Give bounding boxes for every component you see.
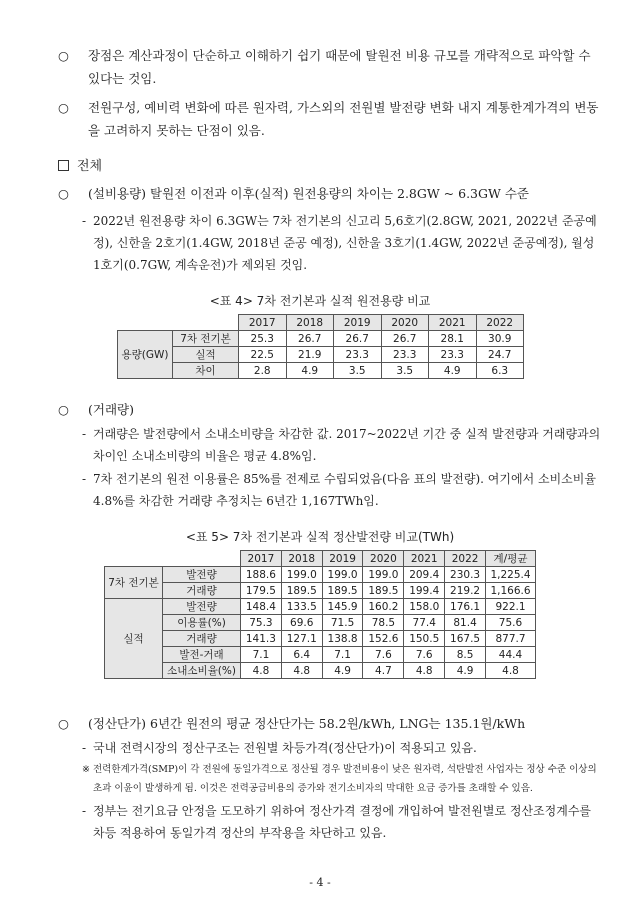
- price-detail-1: [82, 737, 602, 759]
- table-cell: 6.4: [281, 647, 322, 663]
- table-cell: 189.5: [322, 583, 363, 599]
- table-cell: 141.3: [241, 631, 282, 647]
- table-cell: 158.0: [404, 599, 445, 615]
- page-number: - 4 -: [309, 876, 331, 889]
- table-cell: 4.9: [429, 363, 477, 379]
- table-row: [118, 347, 524, 363]
- table-cell: 4.9: [286, 363, 334, 379]
- price-detail-1-text: 국내 전력시장의 정산구조는 전원별 차등가격(정산단가)이 적용되고 있음.: [93, 741, 477, 755]
- table-row: [105, 647, 536, 663]
- table-cell: 78.5: [363, 615, 404, 631]
- table-cell: 189.5: [363, 583, 404, 599]
- circle-bullet-icon: ○: [58, 48, 69, 63]
- table-row: [118, 331, 524, 347]
- table5-row-label: 이용률(%): [163, 615, 241, 631]
- price-detail-2: [82, 800, 602, 844]
- table-cell: 7.1: [241, 647, 282, 663]
- table-cell: 922.1: [486, 599, 536, 615]
- table-cell: 176.1: [445, 599, 486, 615]
- table-cell: 4.7: [363, 663, 404, 679]
- table5-row-label: 발전량: [163, 567, 241, 583]
- table-cell: 2.8: [239, 363, 287, 379]
- capacity-detail-text: 2022년 원전용량 차이 6.3GW는 7차 전기본의 신고리 5,6호기(2.8GW, 2021, 2022년 준공예정), 신한울 2호기(1.4GW, 2018년 준공 예정), 신한울 3호기(1.4GW, 2022년 준공예정), 월성 1호기(0.7GW, 계속운전)가 제외된 것임.: [93, 214, 597, 272]
- intro-disadvantage-text: 전원구성, 예비력 변화에 따른 원자력, 가스외의 전원별 발전량 변화 내지 계통한계가격의 변동을 고려하지 못하는 단점이 있음.: [88, 100, 599, 138]
- table-cell: 199.4: [404, 583, 445, 599]
- table-cell: 3.5: [381, 363, 429, 379]
- table-cell: 219.2: [445, 583, 486, 599]
- table4-caption: <표 4> 7차 전기본과 실적 원전용량 비교: [209, 294, 431, 308]
- table5-group2-label: 실적: [105, 599, 163, 679]
- table4-row-label: 차이: [173, 363, 239, 379]
- table4-row-label: 7차 전기본: [173, 331, 239, 347]
- table-cell: 138.8: [322, 631, 363, 647]
- table5-caption: <표 5> 7차 전기본과 실적 정산발전량 비교(TWh): [185, 530, 455, 544]
- table-cell: 199.0: [363, 567, 404, 583]
- table5-header: 2018: [281, 551, 322, 567]
- table-row: [105, 631, 536, 647]
- table-cell: 81.4: [445, 615, 486, 631]
- table-cell: 7.6: [404, 647, 445, 663]
- trade-heading: (거래량): [88, 402, 134, 417]
- table-cell: 7.6: [363, 647, 404, 663]
- table4-header-row: [118, 315, 524, 331]
- trade-detail-1: [82, 423, 602, 467]
- table-row: [105, 583, 536, 599]
- dash-bullet: -: [82, 804, 87, 818]
- table-cell: 3.5: [334, 363, 382, 379]
- table-cell: 75.3: [241, 615, 282, 631]
- table-row: [105, 567, 536, 583]
- trade-detail-2-text: 7차 전기본의 원전 이용률은 85%를 전제로 수립되었음(다음 표의 발전량). 여기에서 소비소비율 4.8%를 차감한 거래량 추정치는 6년간 1,167TWh임.: [93, 472, 596, 508]
- circle-bullet-icon: ○: [58, 186, 69, 201]
- table-cell: 877.7: [486, 631, 536, 647]
- price-note: [82, 760, 602, 798]
- dash-bullet: -: [82, 214, 87, 228]
- table-cell: 145.9: [322, 599, 363, 615]
- intro-item-disadvantage: [58, 96, 603, 142]
- table-cell: 23.3: [334, 347, 382, 363]
- price-note-text: 전력한계가격(SMP)이 각 전원에 동일가격으로 정산될 경우 발전비용이 낮은 원자력, 석탄발전 사업자는 정상 수준 이상의 초과 이윤이 발생하게 됨. 이것은 전력공급비용의 증가와 전기소비자의 막대한 요금 증가를 초래할 수 있음.: [93, 764, 597, 794]
- table4-year: 2020: [381, 315, 429, 331]
- table-cell: 1,166.6: [486, 583, 536, 599]
- table-cell: 26.7: [334, 331, 382, 347]
- table-cell: 25.3: [239, 331, 287, 347]
- table-cell: 77.4: [404, 615, 445, 631]
- table4-year: 2017: [239, 315, 287, 331]
- table5-row-label: 발전-거래: [163, 647, 241, 663]
- dash-bullet: -: [82, 427, 87, 441]
- table-row: [118, 363, 524, 379]
- table-cell: 199.0: [281, 567, 322, 583]
- table4-group-label: 용량(GW): [118, 331, 173, 379]
- table-cell: 152.6: [363, 631, 404, 647]
- table-cell: 4.8: [486, 663, 536, 679]
- table-cell: 26.7: [381, 331, 429, 347]
- capacity-heading: (설비용량) 탈원전 이전과 이후(실적) 원전용량의 차이는 2.8GW ~ 6.3GW 수준: [88, 186, 529, 201]
- table-cell: 44.4: [486, 647, 536, 663]
- table-cell: 6.3: [476, 363, 524, 379]
- intro-item-advantage: [58, 44, 603, 90]
- table5-header-row: [105, 551, 536, 567]
- table4-year: 2019: [334, 315, 382, 331]
- table-cell: 1,225.4: [486, 567, 536, 583]
- table5-group1-label: 7차 전기본: [105, 567, 163, 599]
- table-cell: 199.0: [322, 567, 363, 583]
- intro-advantage-text: 장점은 계산과정이 단순하고 이해하기 쉽기 때문에 탈원전 비용 규모를 개략적으로 파악할 수 있다는 것임.: [88, 48, 591, 86]
- price-heading: (정산단가) 6년간 원전의 평균 정산단가는 58.2원/kWh, LNG는 135.1원/kWh: [88, 716, 526, 731]
- table-cell: 179.5: [241, 583, 282, 599]
- trade-detail-1-text: 거래량은 발전량에서 소내소비량을 차감한 값. 2017~2022년 기간 중 실적 발전량과 거래량과의 차이인 소내소비량의 비율은 평균 4.8%임.: [93, 427, 601, 463]
- table-cell: 8.5: [445, 647, 486, 663]
- table-cell: 189.5: [281, 583, 322, 599]
- table-cell: 26.7: [286, 331, 334, 347]
- trade-item: [58, 398, 603, 421]
- table-cell: 21.9: [286, 347, 334, 363]
- table4-year: 2021: [429, 315, 477, 331]
- capacity-item: [58, 182, 603, 205]
- table-cell: 230.3: [445, 567, 486, 583]
- table-cell: 28.1: [429, 331, 477, 347]
- table-row: [105, 599, 536, 615]
- section-title: 전체: [77, 159, 103, 174]
- circle-bullet-icon: ○: [58, 100, 69, 115]
- table-cell: 24.7: [476, 347, 524, 363]
- table5: [104, 550, 536, 679]
- table-cell: 209.4: [404, 567, 445, 583]
- circle-bullet-icon: ○: [58, 402, 69, 417]
- table-cell: 188.6: [241, 567, 282, 583]
- table5-header: 2022: [445, 551, 486, 567]
- price-detail-2-text: 정부는 전기요금 안정을 도모하기 위하여 정산가격 결정에 개입하여 발전원별로 정산조정계수를 차등 적용하여 동일가격 정산의 부작용을 차단하고 있음.: [93, 804, 592, 840]
- table-cell: 4.9: [445, 663, 486, 679]
- table-cell: 71.5: [322, 615, 363, 631]
- table5-row-label: 발전량: [163, 599, 241, 615]
- dash-bullet: -: [82, 741, 87, 755]
- table5-row-label: 거래량: [163, 631, 241, 647]
- trade-detail-2: [82, 468, 602, 512]
- table-cell: 127.1: [281, 631, 322, 647]
- table-cell: 4.9: [322, 663, 363, 679]
- table5-header: 계/평균: [486, 551, 536, 567]
- table-cell: 4.8: [404, 663, 445, 679]
- table-cell: 160.2: [363, 599, 404, 615]
- table-cell: 4.8: [281, 663, 322, 679]
- dash-bullet: -: [82, 472, 87, 486]
- table-cell: 69.6: [281, 615, 322, 631]
- checkbox-square-icon: [58, 160, 69, 171]
- circle-bullet-icon: ○: [58, 716, 69, 731]
- section-heading: [58, 155, 102, 174]
- table-cell: 7.1: [322, 647, 363, 663]
- table-cell: 30.9: [476, 331, 524, 347]
- table-cell: 167.5: [445, 631, 486, 647]
- table4-row-label: 실적: [173, 347, 239, 363]
- capacity-detail: [82, 210, 602, 276]
- reference-mark-icon: ※: [82, 764, 90, 775]
- table5-row-label: 소내소비율(%): [163, 663, 241, 679]
- table5-header: 2017: [241, 551, 282, 567]
- table-cell: 150.5: [404, 631, 445, 647]
- table5-header: 2019: [322, 551, 363, 567]
- table-row: [105, 615, 536, 631]
- table5-header: 2021: [404, 551, 445, 567]
- table5-header: 2020: [363, 551, 404, 567]
- table-cell: 148.4: [241, 599, 282, 615]
- table-cell: 23.3: [381, 347, 429, 363]
- price-item: [58, 712, 603, 735]
- table4-year: 2022: [476, 315, 524, 331]
- table4: [117, 314, 524, 379]
- table5-row-label: 거래량: [163, 583, 241, 599]
- table4-year: 2018: [286, 315, 334, 331]
- table-cell: 75.6: [486, 615, 536, 631]
- table-cell: 23.3: [429, 347, 477, 363]
- table-cell: 133.5: [281, 599, 322, 615]
- table-cell: 22.5: [239, 347, 287, 363]
- table-cell: 4.8: [241, 663, 282, 679]
- table-row: [105, 663, 536, 679]
